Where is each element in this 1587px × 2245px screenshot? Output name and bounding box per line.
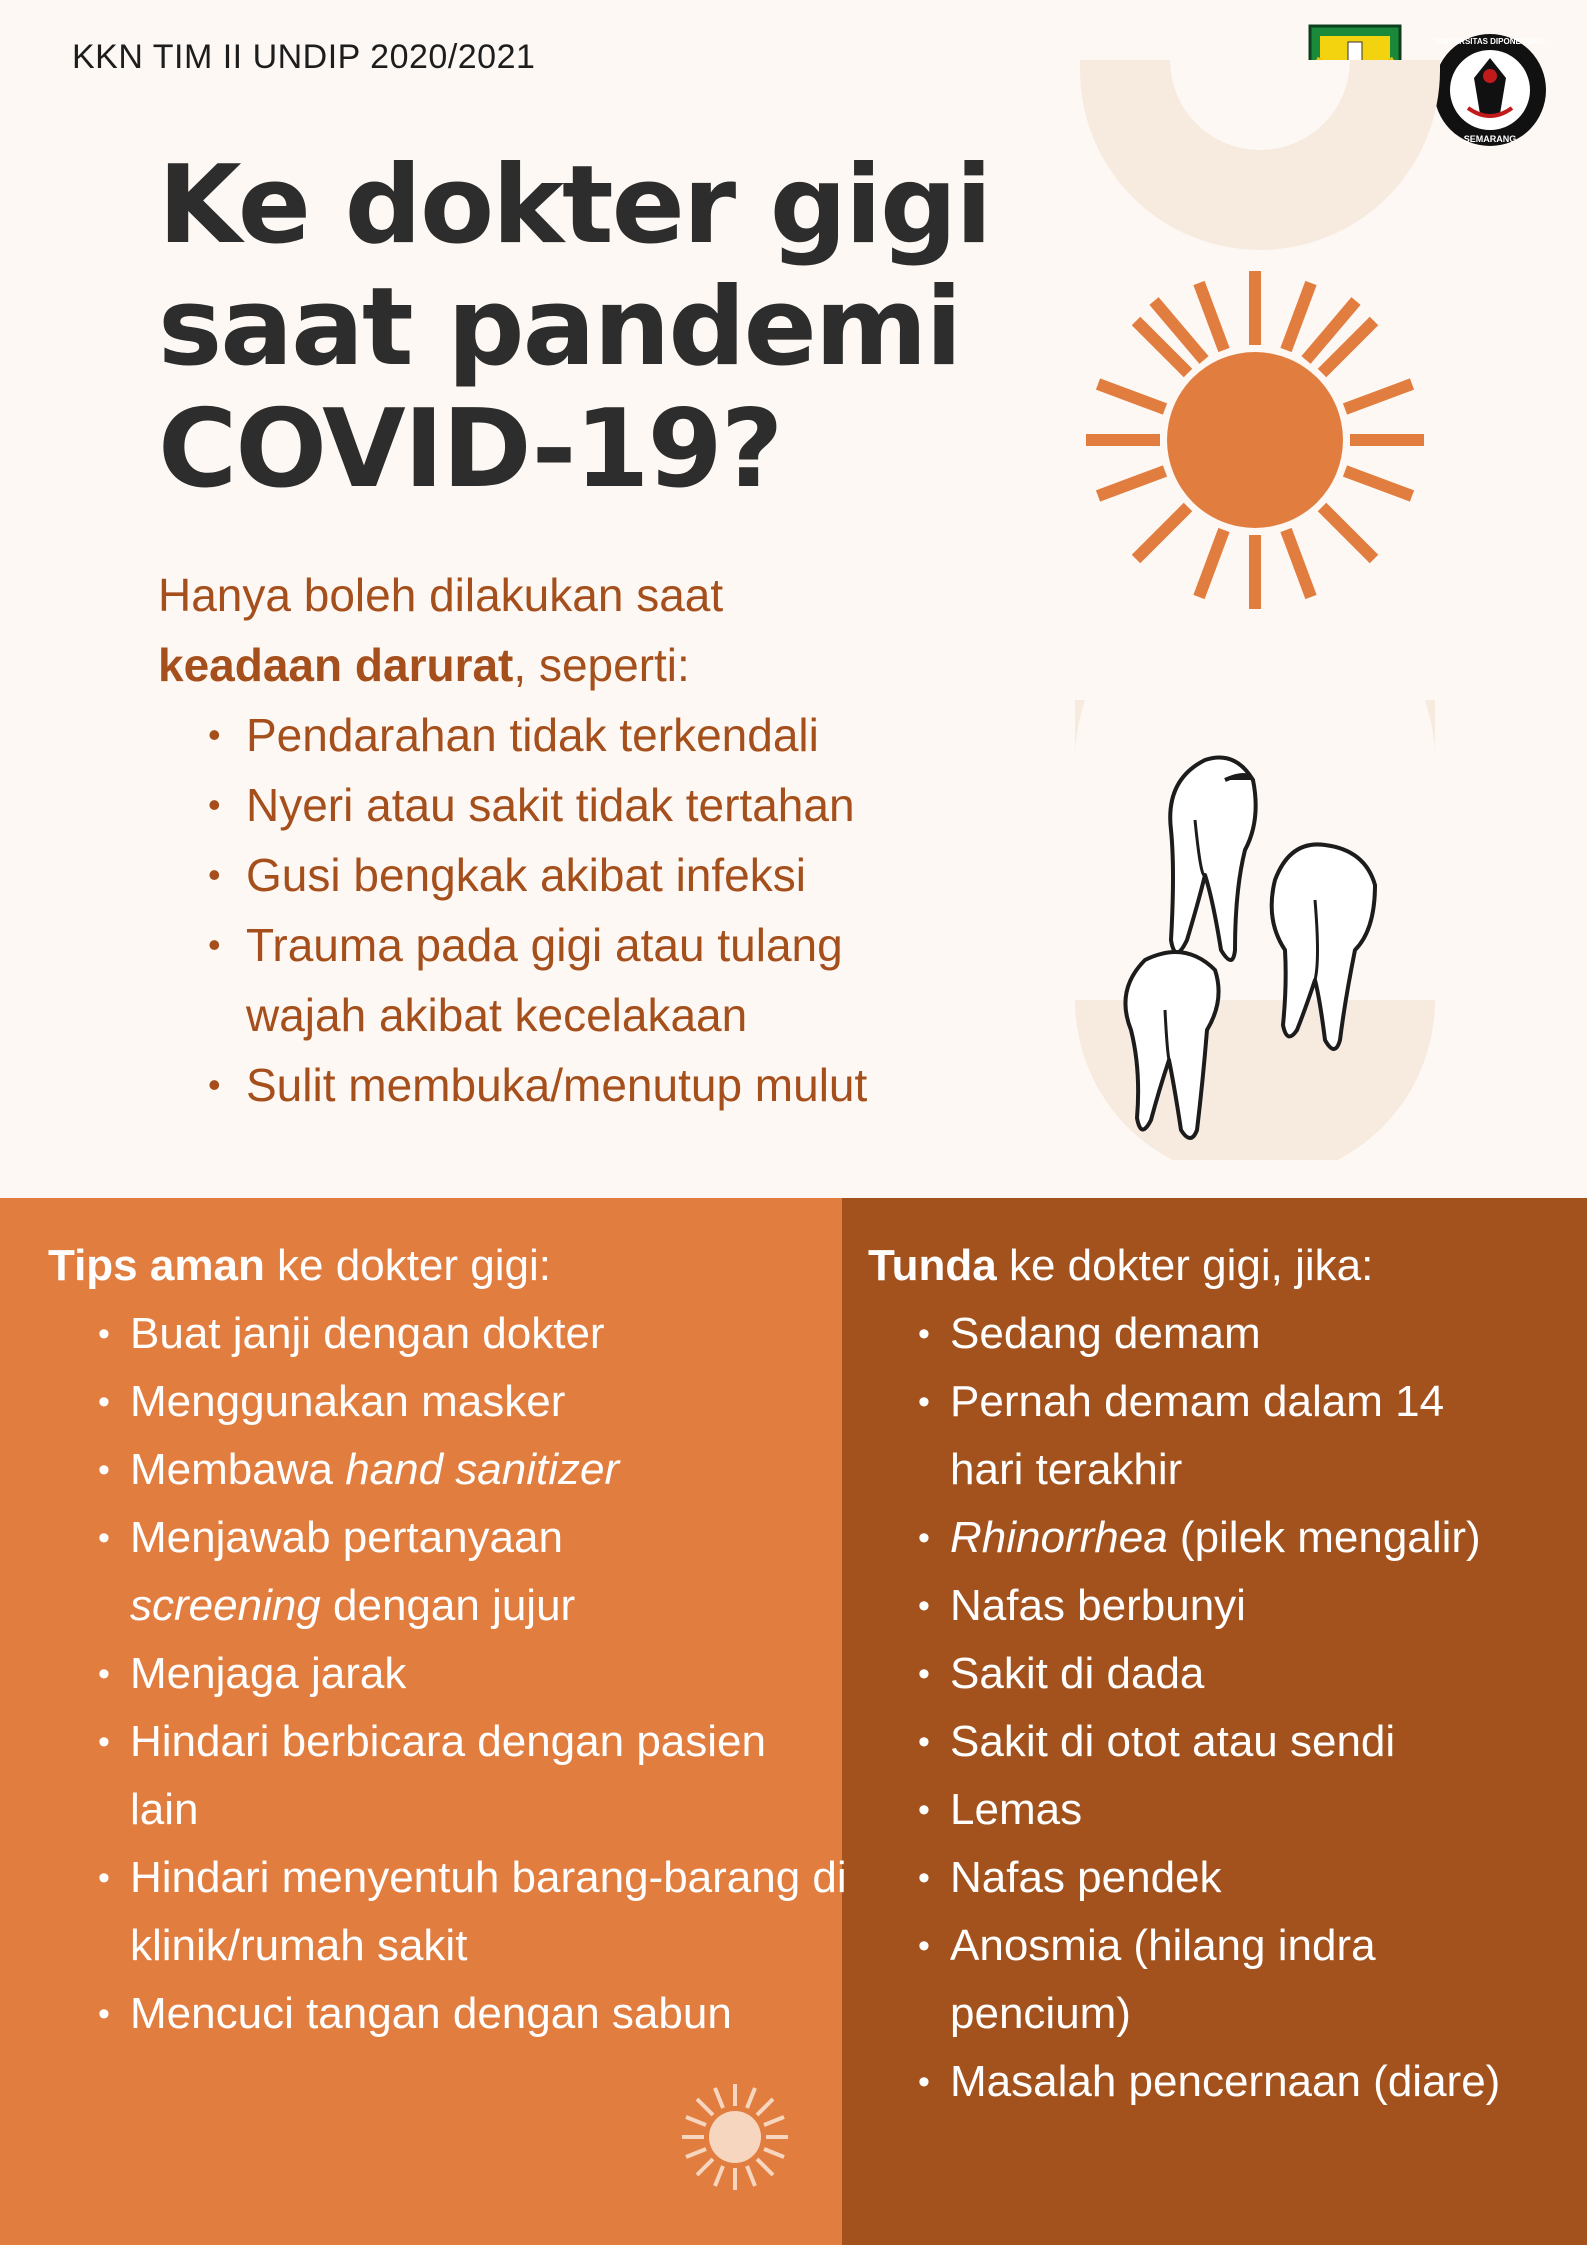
list-item-text: (pilek mengalir) xyxy=(1167,1513,1481,1562)
list-item: • Hindari menyentuh barang-barang di klinik/rumah sakit xyxy=(48,1844,850,1980)
list-item: • Hindari berbicara dengan pasien lain xyxy=(48,1708,780,1844)
list-item-emphasis: hand sanitizer xyxy=(345,1445,620,1494)
tunda-heading xyxy=(868,1232,1578,1300)
list-item: • Gusi bengkak akibat infeksi xyxy=(158,840,1038,910)
header-label: KKN TIM II UNDIP 2020/2021 xyxy=(72,38,536,76)
title-line-3: COVID-19? xyxy=(158,387,782,512)
list-item: • Menggunakan masker xyxy=(48,1368,828,1436)
svg-text:SEMARANG: SEMARANG xyxy=(1463,134,1517,144)
list-item-emphasis: screening xyxy=(130,1581,321,1630)
list-item-text: Membawa xyxy=(130,1445,346,1494)
list-item-text: Menjawab pertanyaan xyxy=(130,1513,563,1562)
tunda-section xyxy=(868,1232,1578,2116)
tips-section xyxy=(48,1232,847,2048)
list-item: • Masalah pencernaan (diare) xyxy=(868,2048,1510,2116)
list-item: • Pernah demam dalam 14 hari terakhir xyxy=(868,1368,1510,1504)
tunda-heading-rest: ke dokter gigi, jika: xyxy=(996,1241,1374,1290)
list-item: • Trauma pada gigi atau tulang wajah akibat kecelakaan xyxy=(158,910,946,1050)
list-item: • Pendarahan tidak terkendali xyxy=(158,700,1038,770)
list-item-emphasis: Rhinorrhea xyxy=(950,1513,1168,1562)
title-line-2: saat pandemi xyxy=(158,265,961,390)
tips-heading-strong: Tips aman xyxy=(48,1241,265,1290)
list-item: • Mencuci tangan dengan sabun xyxy=(48,1980,770,2048)
teeth-illustration-icon xyxy=(1075,700,1435,1160)
small-sun-icon xyxy=(680,2082,790,2192)
intro-line-2 xyxy=(158,630,1038,700)
list-item: • Sedang demam xyxy=(868,1300,1578,1368)
list-item: • Nyeri atau sakit tidak tertahan xyxy=(158,770,1038,840)
intro-line-1: Hanya boleh dilakukan saat xyxy=(158,569,724,621)
tunda-heading-strong: Tunda xyxy=(868,1241,997,1290)
list-item: • Sakit di otot atau sendi xyxy=(868,1708,1578,1776)
list-item xyxy=(48,1504,750,1640)
list-item: • Nafas pendek xyxy=(868,1844,1578,1912)
list-item: • Nafas berbunyi xyxy=(868,1572,1578,1640)
list-item xyxy=(868,1504,1578,1572)
list-item-text: dengan jujur xyxy=(320,1581,576,1630)
list-item: • Buat janji dengan dokter xyxy=(48,1300,828,1368)
decorative-half-circle-top xyxy=(1080,60,1440,250)
tunda-list xyxy=(868,1300,1578,2116)
list-item: • Anosmia (hilang indra pencium) xyxy=(868,1912,1510,2048)
title-line-1: Ke dokter gigi xyxy=(158,143,991,268)
undip-seal-icon xyxy=(1434,34,1546,146)
tips-heading-rest: ke dokter gigi: xyxy=(264,1241,551,1290)
list-item: • Sulit membuka/menutup mulut xyxy=(158,1050,1038,1120)
tips-heading xyxy=(48,1232,828,1300)
tips-list xyxy=(48,1300,847,2048)
list-item: • Sakit di dada xyxy=(868,1640,1578,1708)
list-item xyxy=(48,1436,828,1504)
list-item: • Lemas xyxy=(868,1776,1578,1844)
intro-emphasis: keadaan darurat xyxy=(158,639,514,691)
sun-icon xyxy=(1080,265,1430,615)
intro-rest: , seperti: xyxy=(513,639,690,691)
list-item: • Menjaga jarak xyxy=(48,1640,828,1708)
page-title xyxy=(158,143,991,512)
emergency-intro xyxy=(158,560,1038,1120)
svg-text:UNIVERSITAS DIPONEGORO: UNIVERSITAS DIPONEGORO xyxy=(1434,37,1546,46)
emergency-list xyxy=(158,700,1038,1120)
